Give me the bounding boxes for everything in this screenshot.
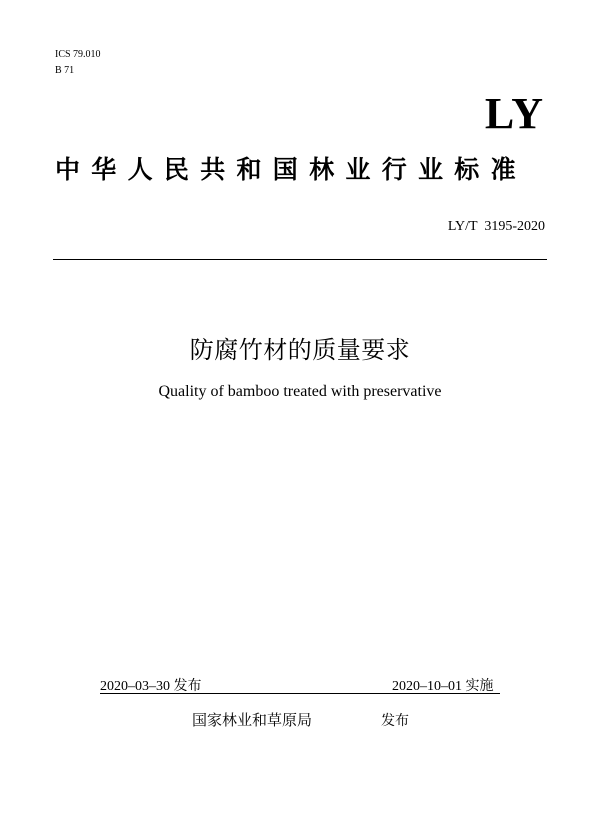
header-divider	[53, 259, 547, 260]
footer-divider	[100, 693, 500, 694]
issuing-authority: 国家林业和草原局	[192, 711, 313, 729]
organization-title: 中华人民共和国林业行业标准	[55, 155, 527, 184]
standard-number: LY/T 3195-2020	[447, 219, 545, 234]
ccs-code: B 71	[55, 65, 75, 76]
issue-label: 发布	[381, 713, 409, 729]
publish-date: 2020–03–30 发布	[100, 679, 202, 694]
document-title-english: Quality of bamboo treated with preservative	[158, 383, 442, 400]
standard-logo: LY	[484, 89, 544, 138]
ics-code: ICS 79.010	[55, 49, 101, 60]
implementation-date: 2020–10–01 实施	[392, 679, 494, 694]
document-title-chinese: 防腐竹材的质量要求	[189, 336, 411, 364]
